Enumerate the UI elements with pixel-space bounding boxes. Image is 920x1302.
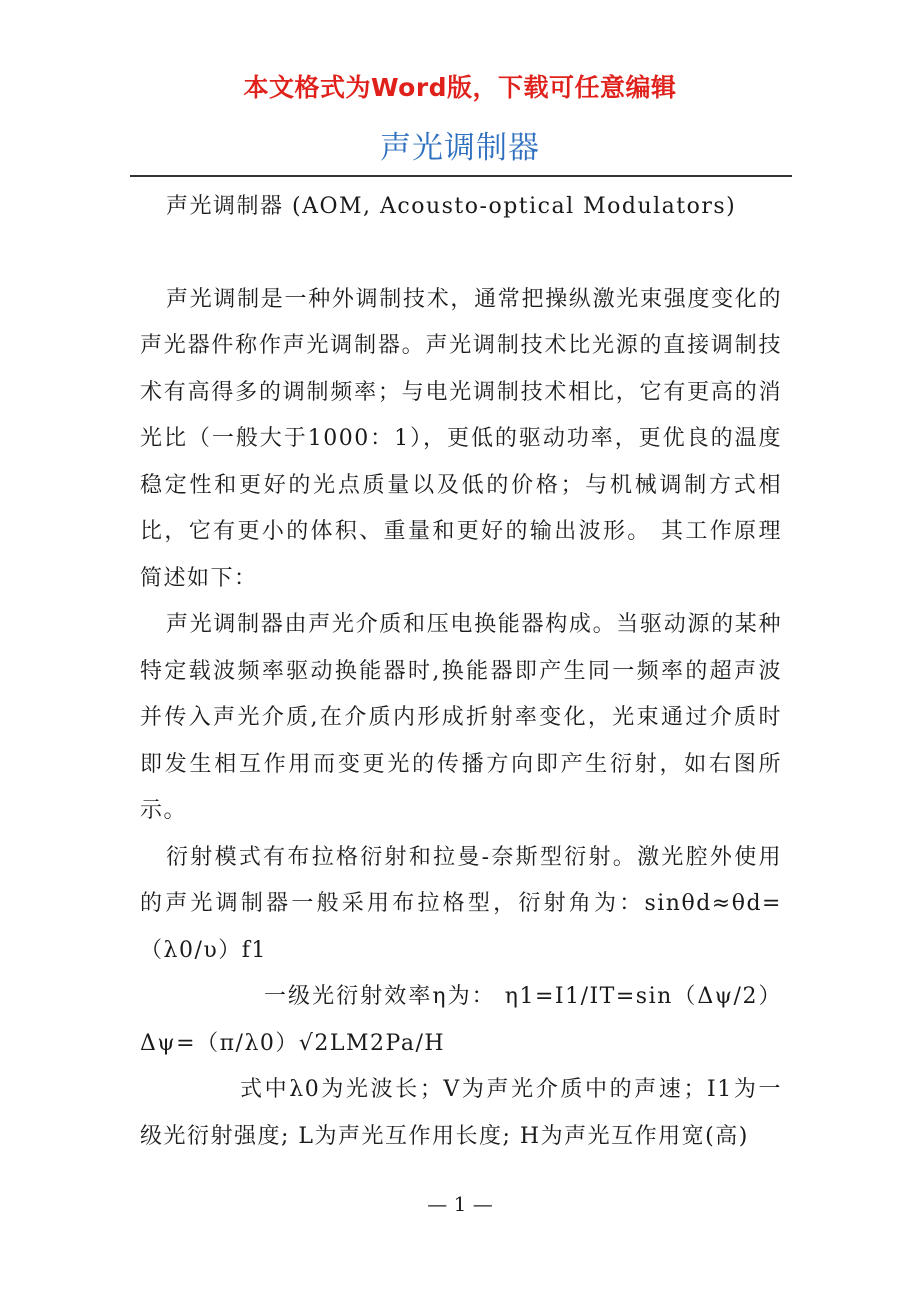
title-divider bbox=[130, 175, 792, 177]
document-title: 声光调制器 bbox=[380, 130, 540, 166]
paragraph-symbol-notes: 式中λ0为光波长；V为声光介质中的声速；I1为一级光衍射强度; L为声光互作用长度; H为声光互作用宽(高) bbox=[140, 1077, 782, 1149]
paragraph-diffraction: 衍射模式有布拉格衍射和拉曼-奈斯型衍射。激光腔外使用的声光调制器一般采用布拉格型，衍射角为：sinθd≈θd=（λ0/υ）f1 bbox=[140, 844, 782, 963]
paragraph-efficiency-formula: 一级光衍射效率η为： η1=I1/IT=sin（Δψ/2）Δψ=（π/λ0）√2LM2Pa/H bbox=[140, 984, 782, 1056]
subtitle-line: 声光调制器 (AOM, Acousto-optical Modulators) bbox=[166, 194, 737, 219]
page-number: — 1 — bbox=[427, 1192, 493, 1216]
blank-line bbox=[140, 231, 782, 277]
paragraph-intro: 声光调制是一种外调制技术，通常把操纵激光束强度变化的声光器件称作声光调制器。声光调制技术比光源的直接调制技术有高得多的调制频率；与电光调制技术相比，它有更高的消光比（一般大于1000：1），更低的驱动功率，更优良的温度稳定性和更好的光点质量以及低的价格；与机械调制方式相比，它有更小的体积、重量和更好的输出波形。 其工作原理简述如下： bbox=[140, 286, 782, 591]
document-body bbox=[140, 184, 782, 1160]
paragraph-principle: 声光调制器由声光介质和压电换能器构成。当驱动源的某种特定载波频率驱动换能器时,换能器即产生同一频率的超声波并传入声光介质,在介质内形成折射率变化，光束通过介质时即发生相互作用而变更光的传播方向即产生衍射，如右图所示。 bbox=[140, 612, 782, 823]
download-banner: 本文格式为Word版，下载可任意编辑 bbox=[243, 73, 677, 102]
